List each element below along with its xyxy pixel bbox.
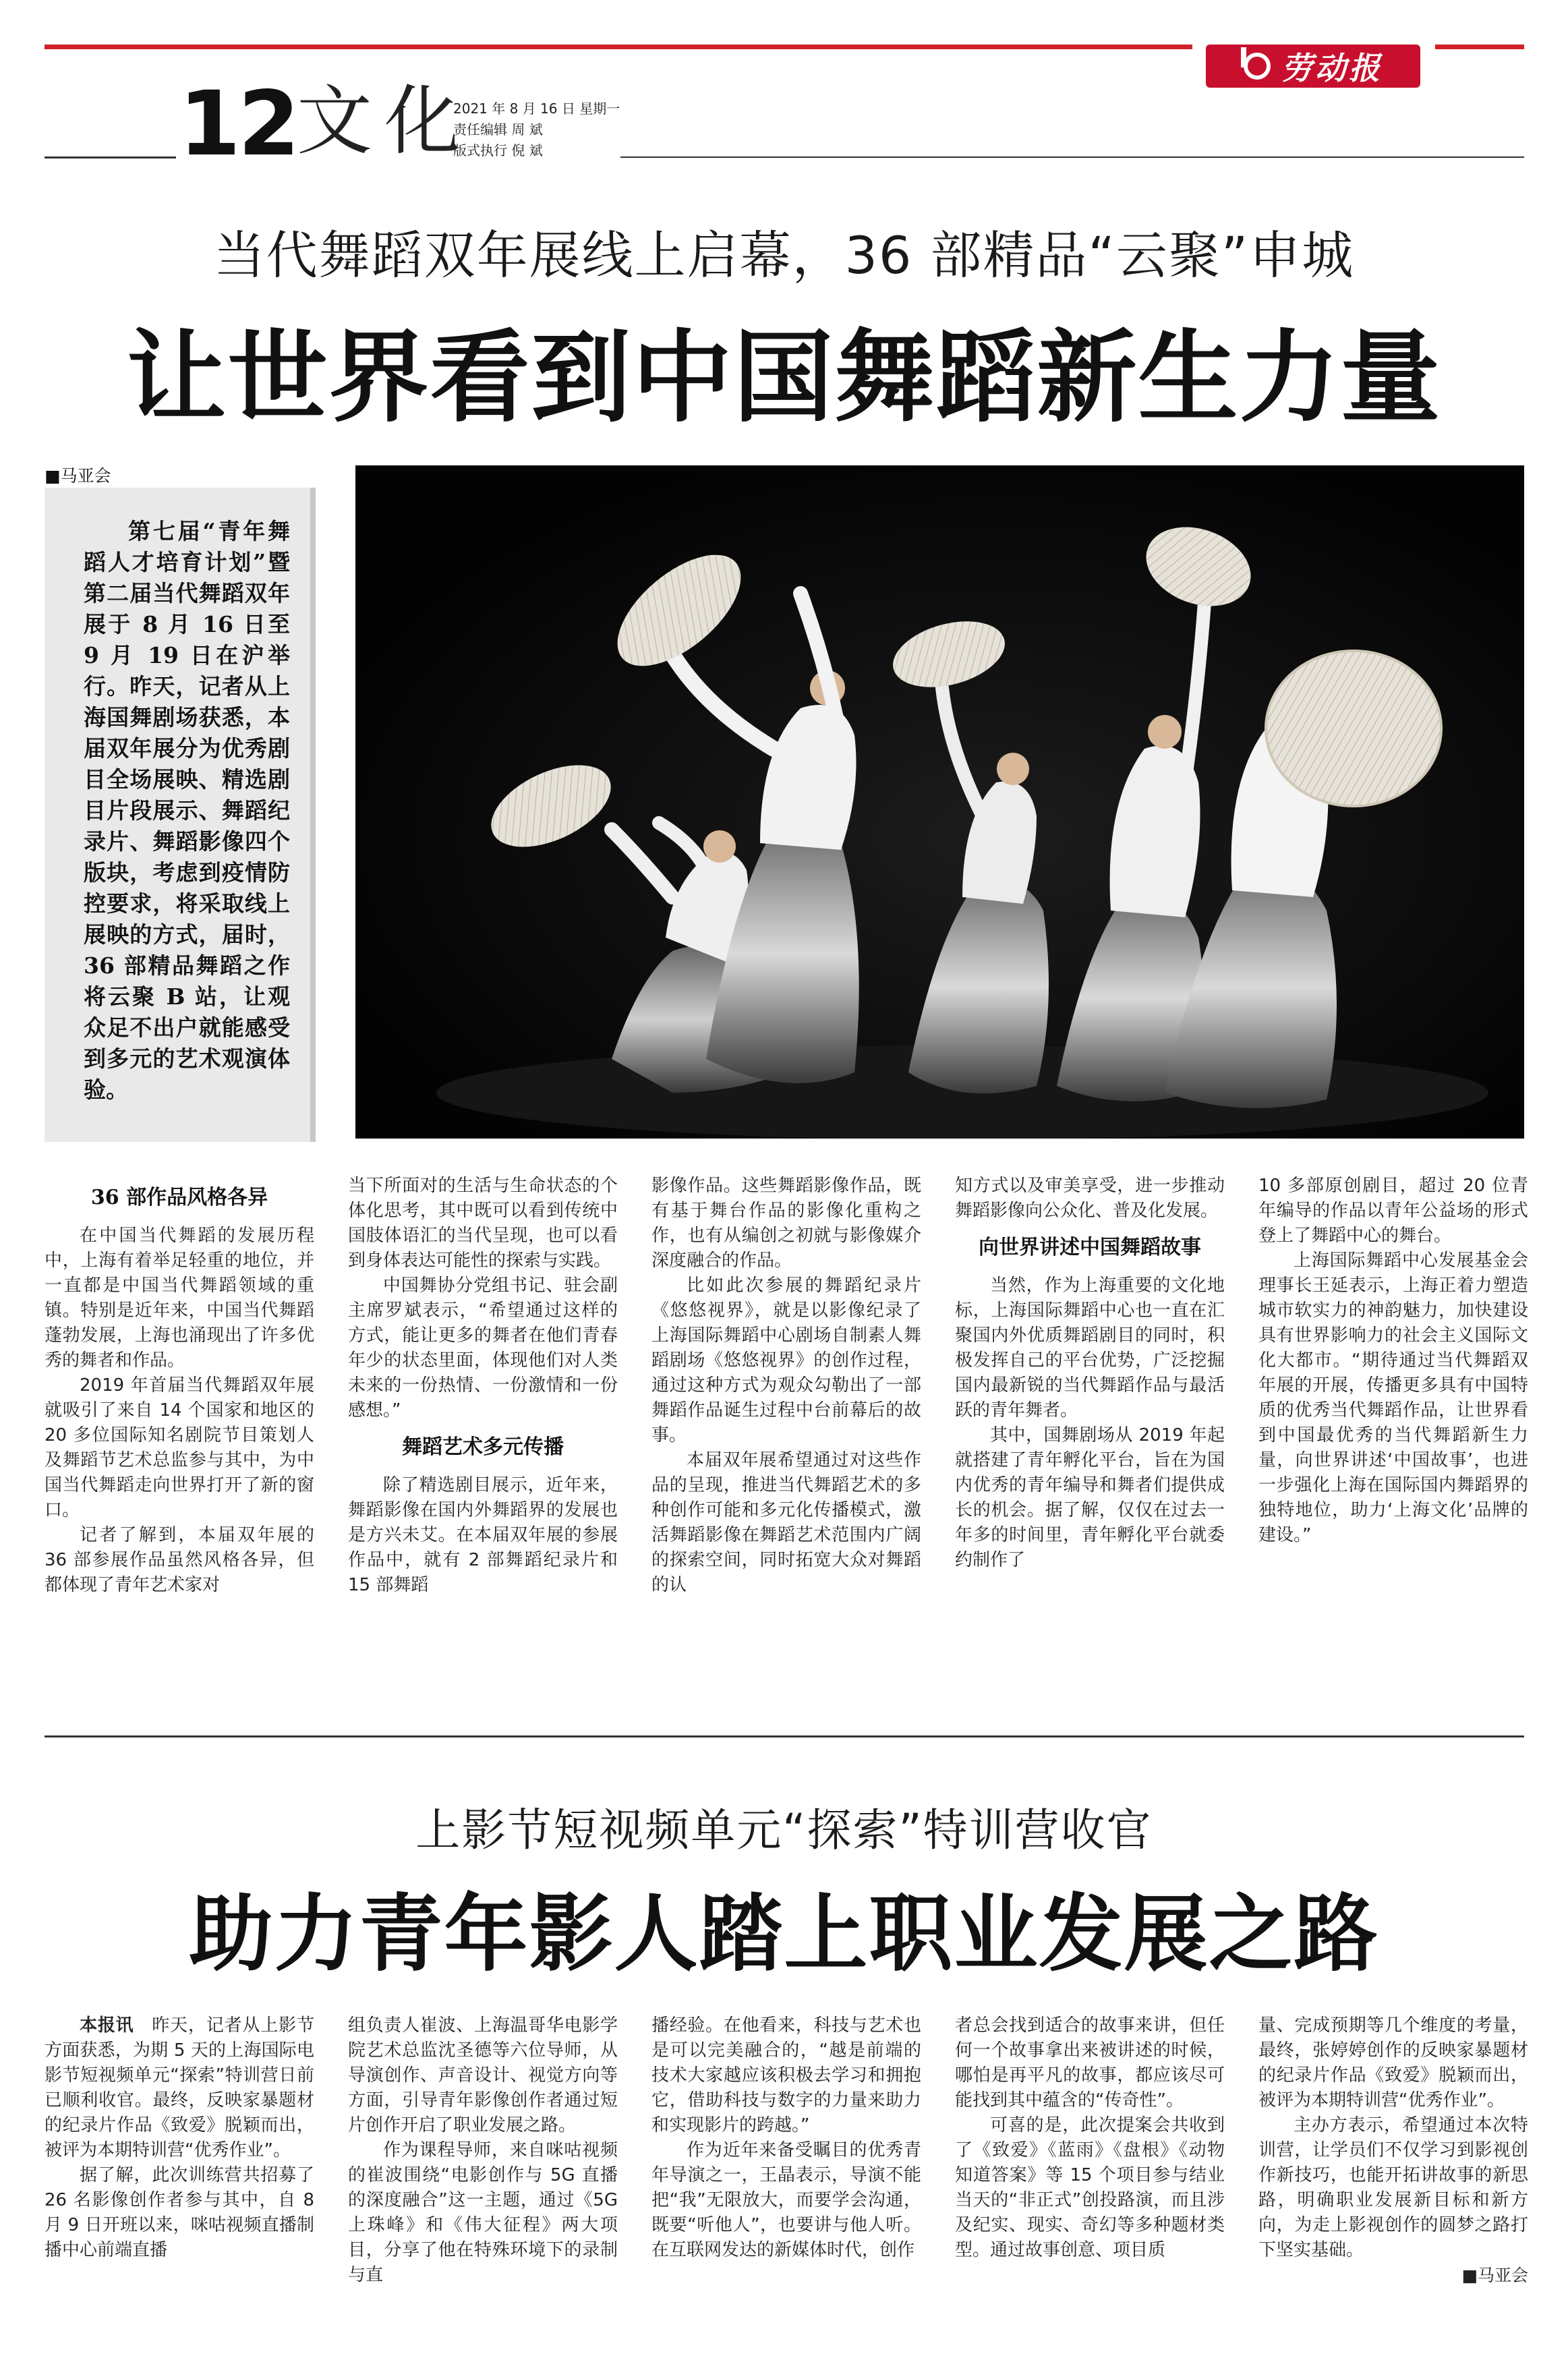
article-byline: ■马亚会: [1461, 2266, 1528, 2285]
subheading: 向世界讲述中国舞蹈故事: [979, 1236, 1201, 1259]
continued-paragraph: 影像作品。这些舞蹈影像作品，既有基于舞台作品的影像化重构之作，也有从编创之初就与影像媒介深度融合的作品。: [651, 1176, 921, 1271]
continued-paragraph: 10 多部原创剧目，超过 20 位青年编导的作品以青年公益场的形式登上了舞蹈中心的舞台。: [1258, 1176, 1528, 1246]
paragraph: 上海国际舞蹈中心发展基金会理事长王延表示，上海正着力塑造城市软实力的神韵魅力，加快建设具有世界影响力的社会主义国际文化大都市。“期待通过当代舞蹈双年展的开展，传播更多具有中国特质的优秀当代舞蹈作品，让世界看到中国最优秀的当代舞蹈新生力量，向世界讲述‘中国故事’，也进一步强化上海在国际国内舞蹈界的独特地位，助力‘上海文化’品牌的建设。”: [1258, 1251, 1528, 1545]
issue-date: 2021 年 8 月 16 日 星期一: [453, 100, 620, 117]
logo-mark-icon: [1244, 53, 1271, 80]
story2-column-1: [45, 2013, 314, 2263]
subheading: 舞蹈艺术多元传播: [402, 1435, 564, 1459]
paragraph: [45, 2013, 314, 2163]
story2-column-4: [955, 2013, 1225, 2263]
story1-column-2: [348, 1174, 618, 1598]
story1-column-1: [45, 1174, 314, 1598]
layout-editor-line: 版式执行 倪 斌: [453, 142, 543, 159]
paragraph: 可喜的是，此次提案会共收到了《致爱》《蓝雨》《盘根》《动物知道答案》等 15 个项目参与结业当天的“非正式”创投路演，而且涉及纪实、现实、奇幻等多种题材类型。通过故事创意、项目质: [955, 2115, 1225, 2260]
paragraph: 作为近年来备受瞩目的优秀青年导演之一，王晶表示，导演不能把“我”无限放大，而要学会沟通，既要“听他人”，也要讲与他人听。在互联网发达的新媒体时代，创作: [651, 2140, 921, 2260]
story1-column-4: [955, 1174, 1225, 1573]
continued-paragraph: 组负责人崔波、上海温哥华电影学院艺术总监沈圣德等六位导师，从导演创作、声音设计、视觉方向等方面，引导青年影像创作者通过短片创作开启了职业发展之路。: [348, 2015, 618, 2135]
header-left-rule: [45, 156, 176, 159]
continued-paragraph: 播经验。在他看来，科技与艺术也是可以完美融合的，“越是前端的技术大家越应该积极去学习和拥抱它，借助科技与数字的力量来助力和实现影片的跨越。”: [651, 2015, 921, 2135]
paragraph: 记者了解到，本届双年展的 36 部参展作品虽然风格各异，但都体现了青年艺术家对: [45, 1525, 314, 1595]
section-title: 文化: [297, 78, 472, 165]
story2-column-3: [651, 2013, 921, 2263]
story1-column-3: [651, 1174, 921, 1598]
paragraph: 主办方表示，希望通过本次特训营，让学员们不仅学习到影视创作新技巧，也能开拓讲故事的新思路，明确职业发展新目标和新方向，为走上影视创作的圆梦之路打下坚实基础。: [1258, 2115, 1528, 2260]
paragraph: 其中，国舞剧场从 2019 年起就搭建了青年孵化平台，旨在为国内优秀的青年编导和舞者们提供成长的机会。据了解，仅仅在过去一年多的时间里，青年孵化平台就委约制作了: [955, 1425, 1225, 1570]
intro-box: [45, 488, 316, 1142]
continued-paragraph: 当下所面对的生活与生命状态的个体化思考，其中既可以看到传统中国肢体语汇的当代呈现，也可以看到身体表达可能性的探索与实践。: [348, 1176, 618, 1271]
story2-kicker: 上影节短视频单元“探索”特训营收官: [415, 1804, 1153, 1856]
newspaper-logo: [1206, 45, 1420, 88]
story2-headline: 助力青年影人踏上职业发展之路: [189, 1885, 1379, 1983]
story1-column-5: [1258, 1174, 1528, 1548]
continued-paragraph: 知方式以及审美享受，进一步推动舞蹈影像向公众化、普及化发展。: [955, 1176, 1225, 1221]
top-red-rule-right: [1435, 45, 1524, 49]
issue-meta: [453, 98, 620, 161]
editor-line: 责任编辑 周 斌: [453, 121, 543, 138]
story2-column-2: [348, 2013, 618, 2288]
paragraph: 2019 年首届当代舞蹈双年展就吸引了来自 14 个国家和地区的 20 多位国际知名剧院节目策划人及舞蹈节艺术总监参与其中，为中国当代舞蹈走向世界打开了新的窗口。: [45, 1375, 314, 1520]
continued-paragraph: 量、完成预期等几个维度的考量，最终，张婷婷创作的反映家暴题材的纪录片作品《致爱》脱颖而出，被评为本期特训营“优秀作业”。: [1258, 2015, 1528, 2110]
story-divider: [45, 1735, 1524, 1737]
header-right-rule: [620, 156, 1524, 158]
dance-photo: [355, 465, 1524, 1139]
story2-column-5: [1258, 2013, 1528, 2288]
paragraph-text: 昨天，记者从上影节方面获悉，为期 5 天的上海国际电影节短视频单元“探索”特训营日前已顺利收官。最终，反映家暴题材的纪录片作品《致爱》脱颖而出，被评为本期特训营“优秀作业”。: [45, 2015, 314, 2160]
paragraph: 当然，作为上海重要的文化地标，上海国际舞蹈中心也一直在汇聚国内外优质舞蹈剧目的同时，积极发挥自己的平台优势，广泛挖掘国内最新锐的当代舞蹈作品与最活跃的青年舞者。: [955, 1275, 1225, 1420]
intro-text: 第七届“青年舞蹈人才培育计划”暨第二届当代舞蹈双年展于 8 月 16 日至 9 月 19 日在沪举行。昨天，记者从上海国舞剧场获悉，本届双年展分为优秀剧目全场展映、精选剧目片段展示、舞蹈纪录片、舞蹈影像四个版块，考虑到疫情防控要求，将采取线上展映的方式，届时，36 部精品舞蹈之作将云聚 B 站，让观众足不出户就能感受到多元的艺术观演体验。: [84, 518, 290, 1103]
story1-kicker: 当代舞蹈双年展线上启幕，36 部精品“云聚”申城: [213, 225, 1355, 285]
paragraph: 比如此次参展的舞蹈纪录片《悠悠视界》，就是以影像纪录了上海国际舞蹈中心剧场自制素人舞蹈剧场《悠悠视界》的创作过程，通过这种方式为观众勾勒出了一部舞蹈作品诞生过程中台前幕后的故事。: [651, 1275, 921, 1445]
dateline-label: 本报讯: [80, 2015, 134, 2036]
page-number: 12: [179, 72, 297, 176]
paragraph: 中国舞协分党组书记、驻会副主席罗斌表示，“希望通过这样的方式，能让更多的舞者在他们青春年少的状态里面，体现他们对人类未来的一份热情、一份激情和一份感想。”: [348, 1275, 618, 1420]
newspaper-name: 劳动报: [1281, 50, 1383, 86]
continued-paragraph: 者总会找到适合的故事来讲，但任何一个故事拿出来被讲述的时候，哪怕是再平凡的故事，都应该尽可能找到其中蕴含的“传奇性”。: [955, 2015, 1225, 2110]
subheading: 36 部作品风格各异: [90, 1186, 268, 1209]
top-red-rule: [45, 45, 1192, 49]
paragraph: 本届双年展希望通过对这些作品的呈现，推进当代舞蹈艺术的多种创作可能和多元化传播模式，激活舞蹈影像在舞蹈艺术范围内广阔的探索空间，同时拓宽大众对舞蹈的认: [651, 1450, 921, 1595]
story1-byline: ■马亚会: [45, 466, 111, 486]
paragraph: 据了解，此次训练营共招募了 26 名影像创作者参与其中，自 8 月 9 日开班以来，咪咕视频直播制播中心前端直播: [45, 2165, 314, 2260]
paragraph: 除了精选剧目展示，近年来，舞蹈影像在国内外舞蹈界的发展也是方兴未艾。在本届双年展的参展作品中，就有 2 部舞蹈纪录片和 15 部舞蹈: [348, 1475, 618, 1595]
paragraph: 在中国当代舞蹈的发展历程中，上海有着举足轻重的地位，并一直都是中国当代舞蹈领域的重镇。特别是近年来，中国当代舞蹈蓬勃发展，上海也涌现出了许多优秀的舞者和作品。: [45, 1226, 314, 1371]
story1-headline: 让世界看到中国舞蹈新生力量: [126, 318, 1442, 436]
paragraph: 作为课程导师，来自咪咕视频的崔波围绕“电影创作与 5G 直播的深度融合”这一主题，通过《5G 上珠峰》和《伟大征程》两大项目，分享了他在特殊环境下的录制与直: [348, 2140, 618, 2285]
